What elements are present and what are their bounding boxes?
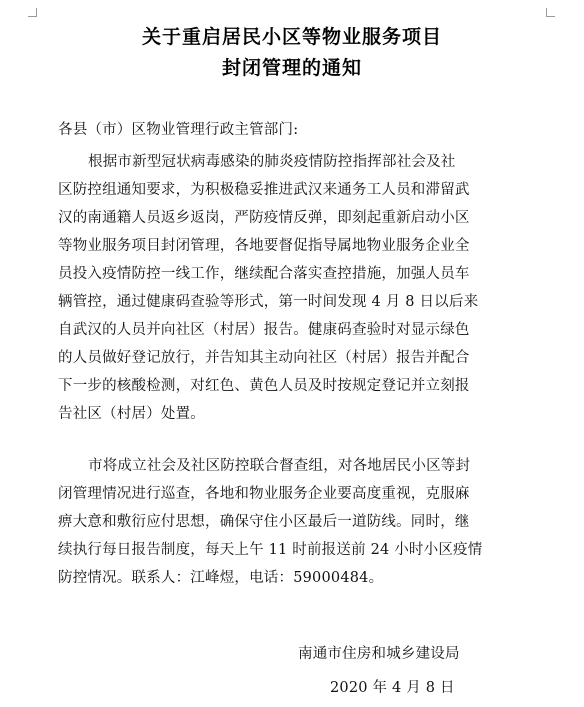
body-line: 告社区（村居）处置。 xyxy=(58,406,205,422)
body-line: 的人员做好登记放行，并告知其主动向社区（村居）报告并配合 xyxy=(58,350,470,366)
body-line: 下一步的核酸检测，对红色、黄色人员及时按规定登记并立刻报 xyxy=(58,378,470,394)
body-line: 员投入疫情防控一线工作，继续配合落实查控措施，加强人员车 xyxy=(58,266,470,282)
document-title-line-1: 关于重启居民小区等物业服务项目 xyxy=(141,26,442,48)
issue-date: 2020 年 4 月 8 日 xyxy=(330,680,455,696)
body-line: 辆管控，通过健康码查验等形式，第一时间发现 4 月 8 日以后来 xyxy=(58,294,479,310)
body-line: 防控情况。联系人：江峰煜，电话：59000484。 xyxy=(58,570,384,586)
page-corner-mark-right xyxy=(546,8,555,17)
page-corner-mark-left xyxy=(28,8,37,17)
document-title-line-2: 封闭管理的通知 xyxy=(221,57,362,79)
body-line: 区防控组通知要求，为积极稳妥推进武汉来通务工人员和滞留武 xyxy=(58,182,470,198)
body-line: 续执行每日报告制度，每天上午 11 时前报送前 24 小时小区疫情 xyxy=(58,542,483,558)
body-line: 自武汉的人员并向社区（村居）报告。健康码查验时对显示绿色 xyxy=(58,322,470,338)
body-line: 根据市新型冠状病毒感染的肺炎疫情防控指挥部社会及社 xyxy=(88,154,456,170)
body-line: 闭管理情况进行巡查，各地和物业服务企业要高度重视，克服麻 xyxy=(58,486,470,502)
salutation: 各县（市）区物业管理行政主管部门: xyxy=(58,122,299,138)
body-line: 痹大意和敷衍应付思想，确保守住小区最后一道防线。同时，继 xyxy=(58,514,470,530)
body-line: 市将成立社会及社区防控联合督查组，对各地居民小区等封 xyxy=(88,458,471,474)
body-line: 汉的南通籍人员返乡返岗，严防疫情反弹，即刻起重新启动小区 xyxy=(58,210,470,226)
issuer-name: 南通市住房和城乡建设局 xyxy=(298,646,460,662)
body-line: 等物业服务项目封闭管理，各地要督促指导属地物业服务企业全 xyxy=(58,238,470,254)
